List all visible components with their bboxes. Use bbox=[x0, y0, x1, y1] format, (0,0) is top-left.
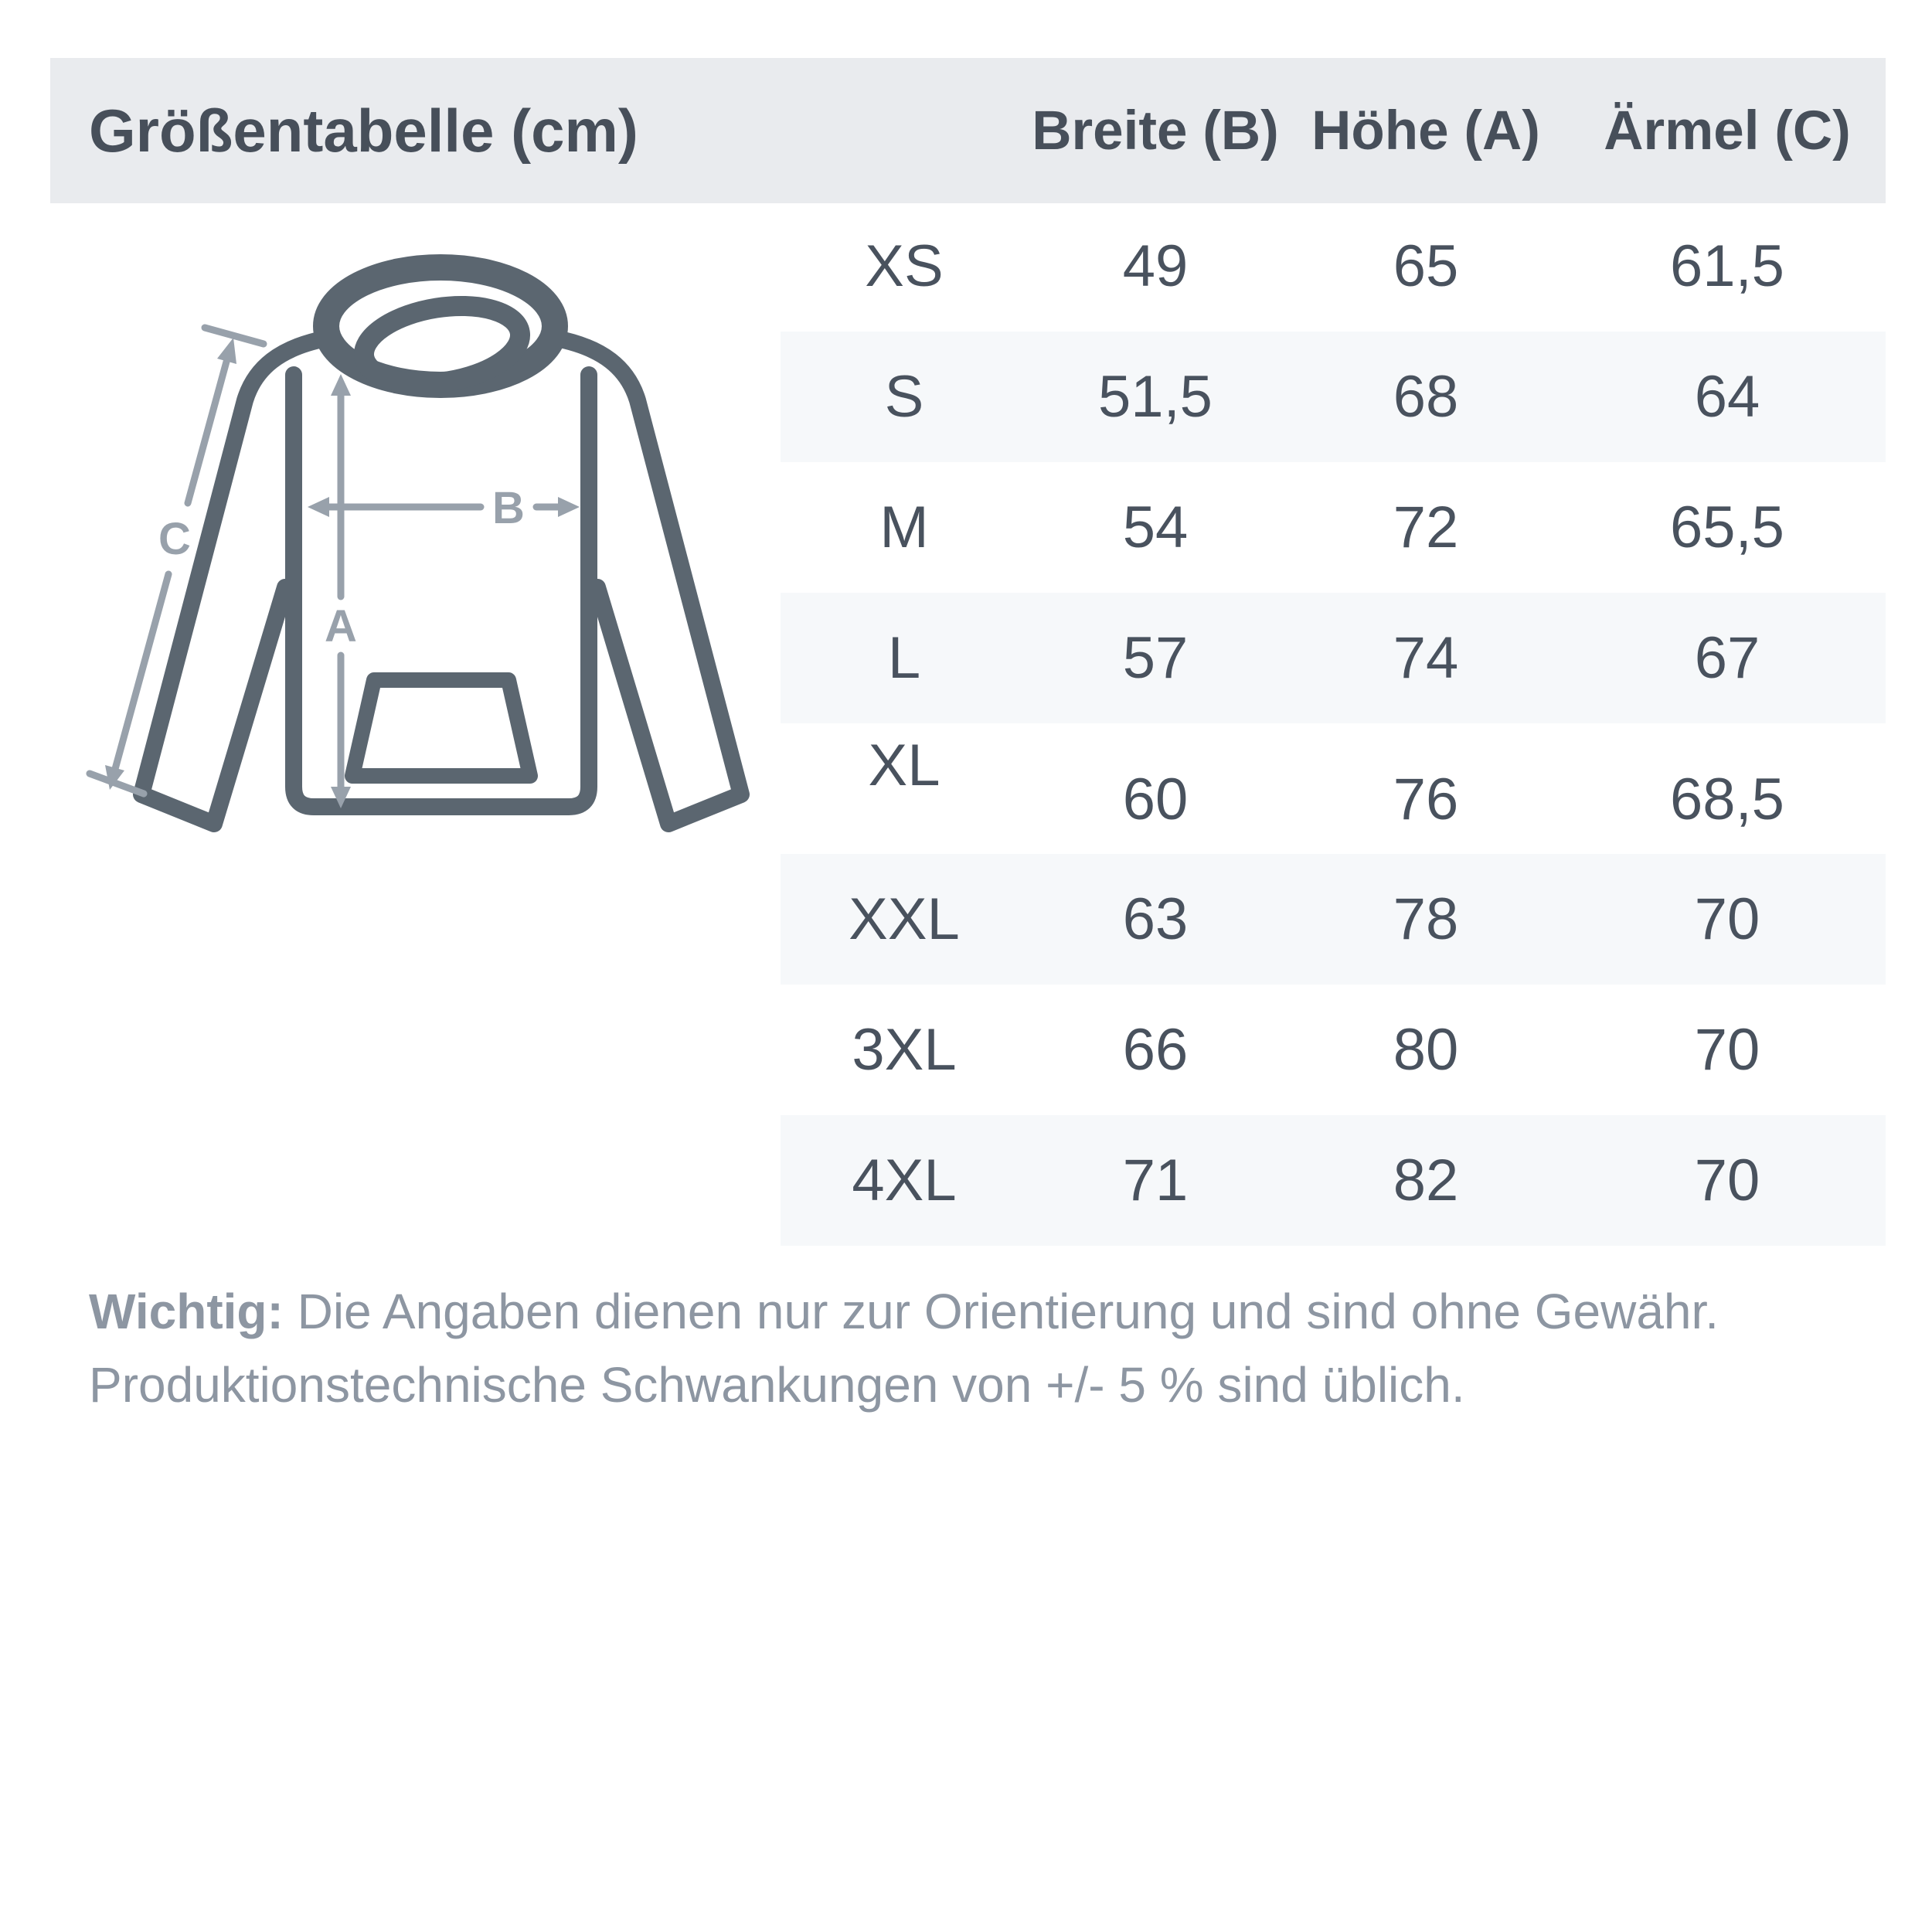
hoehe-value: 76 bbox=[1393, 767, 1459, 832]
dimension-label-b: B bbox=[492, 483, 525, 533]
dimension-tick-c-top bbox=[205, 328, 264, 344]
size-label: S bbox=[884, 364, 924, 430]
breite-value: 51,5 bbox=[1098, 364, 1213, 430]
aermel-value: 68,5 bbox=[1670, 767, 1784, 832]
aermel-value: 70 bbox=[1694, 886, 1760, 952]
hoehe-value: 65 bbox=[1393, 233, 1459, 299]
hoodie-kangaroo-pocket bbox=[352, 680, 530, 776]
size-label: L bbox=[887, 625, 921, 691]
size-label: 3XL bbox=[852, 1017, 957, 1083]
table-row-xl bbox=[781, 723, 1886, 854]
hoehe-value: 78 bbox=[1393, 886, 1459, 952]
aermel-value: 64 bbox=[1694, 364, 1760, 430]
table-row-m bbox=[781, 462, 1886, 593]
column-header-aermel: Ärmel (C) bbox=[1604, 100, 1851, 162]
size-table bbox=[781, 201, 1886, 1246]
breite-value: 66 bbox=[1122, 1017, 1189, 1083]
aermel-value: 70 bbox=[1694, 1017, 1760, 1083]
size-label: XXL bbox=[849, 886, 960, 952]
size-label: 4XL bbox=[852, 1148, 957, 1213]
arrowhead-b-right bbox=[558, 497, 580, 517]
breite-value: 71 bbox=[1122, 1148, 1189, 1213]
hoehe-value: 72 bbox=[1393, 495, 1459, 560]
hoehe-value: 74 bbox=[1393, 625, 1459, 691]
table-row-xs bbox=[781, 201, 1886, 332]
table-row-4xl bbox=[781, 1115, 1886, 1246]
column-header-breite: Breite (B) bbox=[1032, 100, 1279, 162]
breite-value: 49 bbox=[1122, 233, 1189, 299]
breite-value: 63 bbox=[1122, 886, 1189, 952]
breite-value: 57 bbox=[1122, 625, 1189, 691]
arrowhead-a-top bbox=[331, 374, 351, 396]
dimension-label-a: A bbox=[325, 601, 357, 651]
hoehe-value: 80 bbox=[1393, 1017, 1459, 1083]
table-row-s bbox=[781, 332, 1886, 462]
disclaimer-emphasis: Wichtig: bbox=[89, 1284, 284, 1339]
size-label: M bbox=[879, 495, 929, 560]
hoodie-measurement-diagram bbox=[62, 216, 796, 912]
size-label: XL bbox=[868, 733, 940, 798]
arrowhead-c-top bbox=[217, 338, 236, 364]
column-header-hoehe: Höhe (A) bbox=[1311, 100, 1540, 162]
dimension-label-c: C bbox=[158, 514, 191, 564]
size-label: XS bbox=[865, 233, 944, 299]
disclaimer-line2: Produktionstechnische Schwankungen von +/- 5 % sind üblich. bbox=[89, 1357, 1465, 1413]
table-row-3xl bbox=[781, 985, 1886, 1115]
hoehe-value: 82 bbox=[1393, 1148, 1459, 1213]
arrowhead-b-left bbox=[308, 497, 329, 517]
aermel-value: 61,5 bbox=[1670, 233, 1784, 299]
disclaimer-line1: Die Angaben dienen nur zur Orientierung und sind ohne Gewähr. bbox=[297, 1284, 1719, 1339]
table-header-bar bbox=[50, 58, 1886, 203]
chart-title: Größentabelle (cm) bbox=[89, 96, 638, 165]
aermel-value: 70 bbox=[1694, 1148, 1760, 1213]
breite-value: 54 bbox=[1122, 495, 1189, 560]
table-row-l bbox=[781, 593, 1886, 723]
aermel-value: 65,5 bbox=[1670, 495, 1784, 560]
table-row-xxl bbox=[781, 854, 1886, 985]
disclaimer-note bbox=[89, 1275, 1859, 1422]
breite-value: 60 bbox=[1122, 767, 1189, 832]
hoehe-value: 68 bbox=[1393, 364, 1459, 430]
aermel-value: 67 bbox=[1694, 625, 1760, 691]
